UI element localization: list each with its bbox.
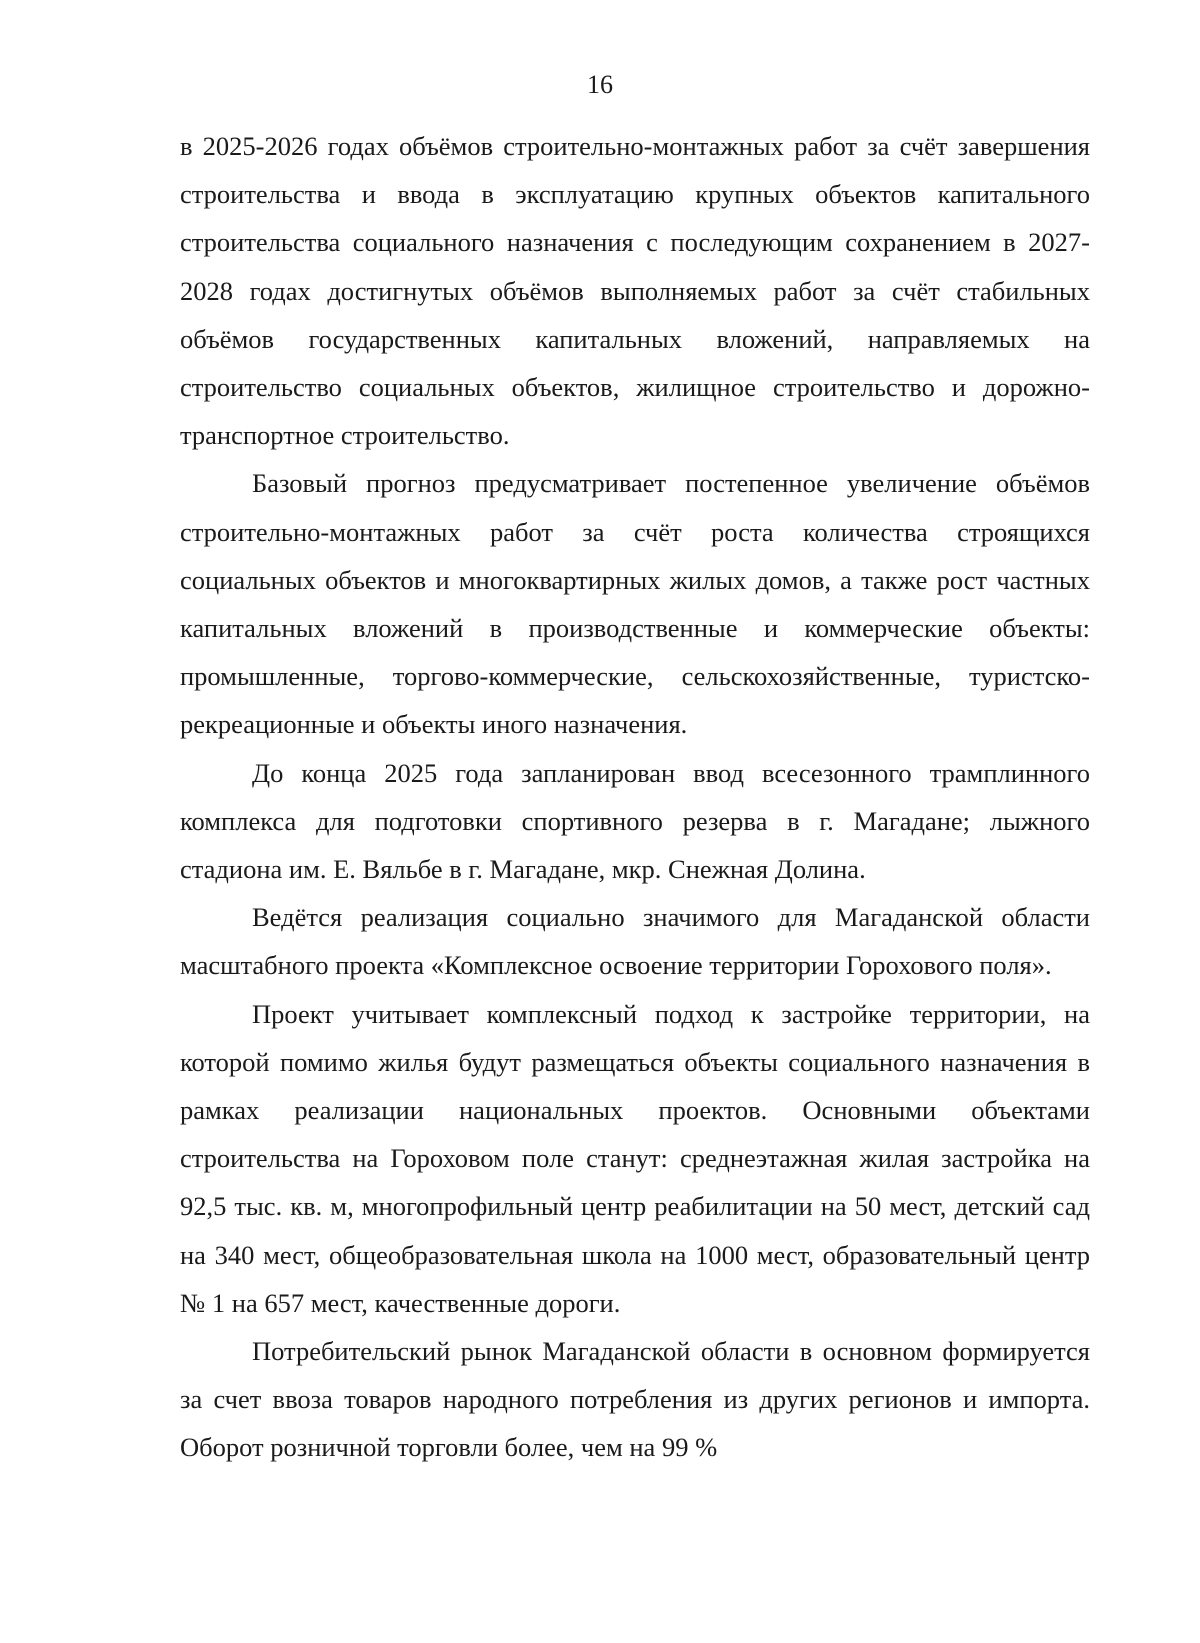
paragraph-2: Базовый прогноз предусматривает постепенное увеличение объёмов строительно-монтажных работ за счёт роста количества строящихся социальных объектов и многоквартирных жилых домов, а также рост частных капитальных вложений в производственные и коммерческие объекты: промышленные, торгово-коммерческие, сельскохозяйственные, туристско-рекреационные и объекты иного назначения. [180, 468, 1090, 740]
document-body [180, 122, 1090, 1472]
paragraph-3: До конца 2025 года запланирован ввод всесезонного трамплинного комплекса для подготовки спортивного резерва в г. Магадане; лыжного стадиона им. Е. Вяльбе в г. Магадане, мкр. Снежная Долина. [180, 757, 1090, 885]
page-number: 16 [587, 70, 613, 99]
paragraph-6: Потребительский рынок Магаданской области в основном формируется за счет ввоза товаров народного потребления из других регионов и импорта. Оборот розничной торговли более, чем на 99 % [180, 1336, 1090, 1463]
paragraph-4: Ведётся реализация социально значимого для Магаданской области масштабного проекта «Комплексное освоение территории Горохового поля». [180, 902, 1090, 981]
paragraph-5: Проект учитывает комплексный подход к застройке территории, на которой помимо жилья будут размещаться объекты социального назначения в рамках реализации национальных проектов. Основными объектами строительства на Гороховом поле станут: среднеэтажная жилая застройка на 92,5 тыс. кв. м, многопрофильный центр реабилитации на 50 мест, детский сад на 340 мест, общеобразовательная школа на 1000 мест, образовательный центр № 1 на 657 мест, качественные дороги. [180, 998, 1090, 1318]
paragraph-1: в 2025-2026 годах объёмов строительно-монтажных работ за счёт завершения строительства и ввода в эксплуатацию крупных объектов капитального строительства социального назначения с последующим сохранением в 2027-2028 годах достигнутых объёмов выполняемых работ за счёт стабильных объёмов государственных капитальных вложений, направляемых на строительство социальных объектов, жилищное строительство и дорожно-транспортное строительство. [180, 131, 1090, 451]
